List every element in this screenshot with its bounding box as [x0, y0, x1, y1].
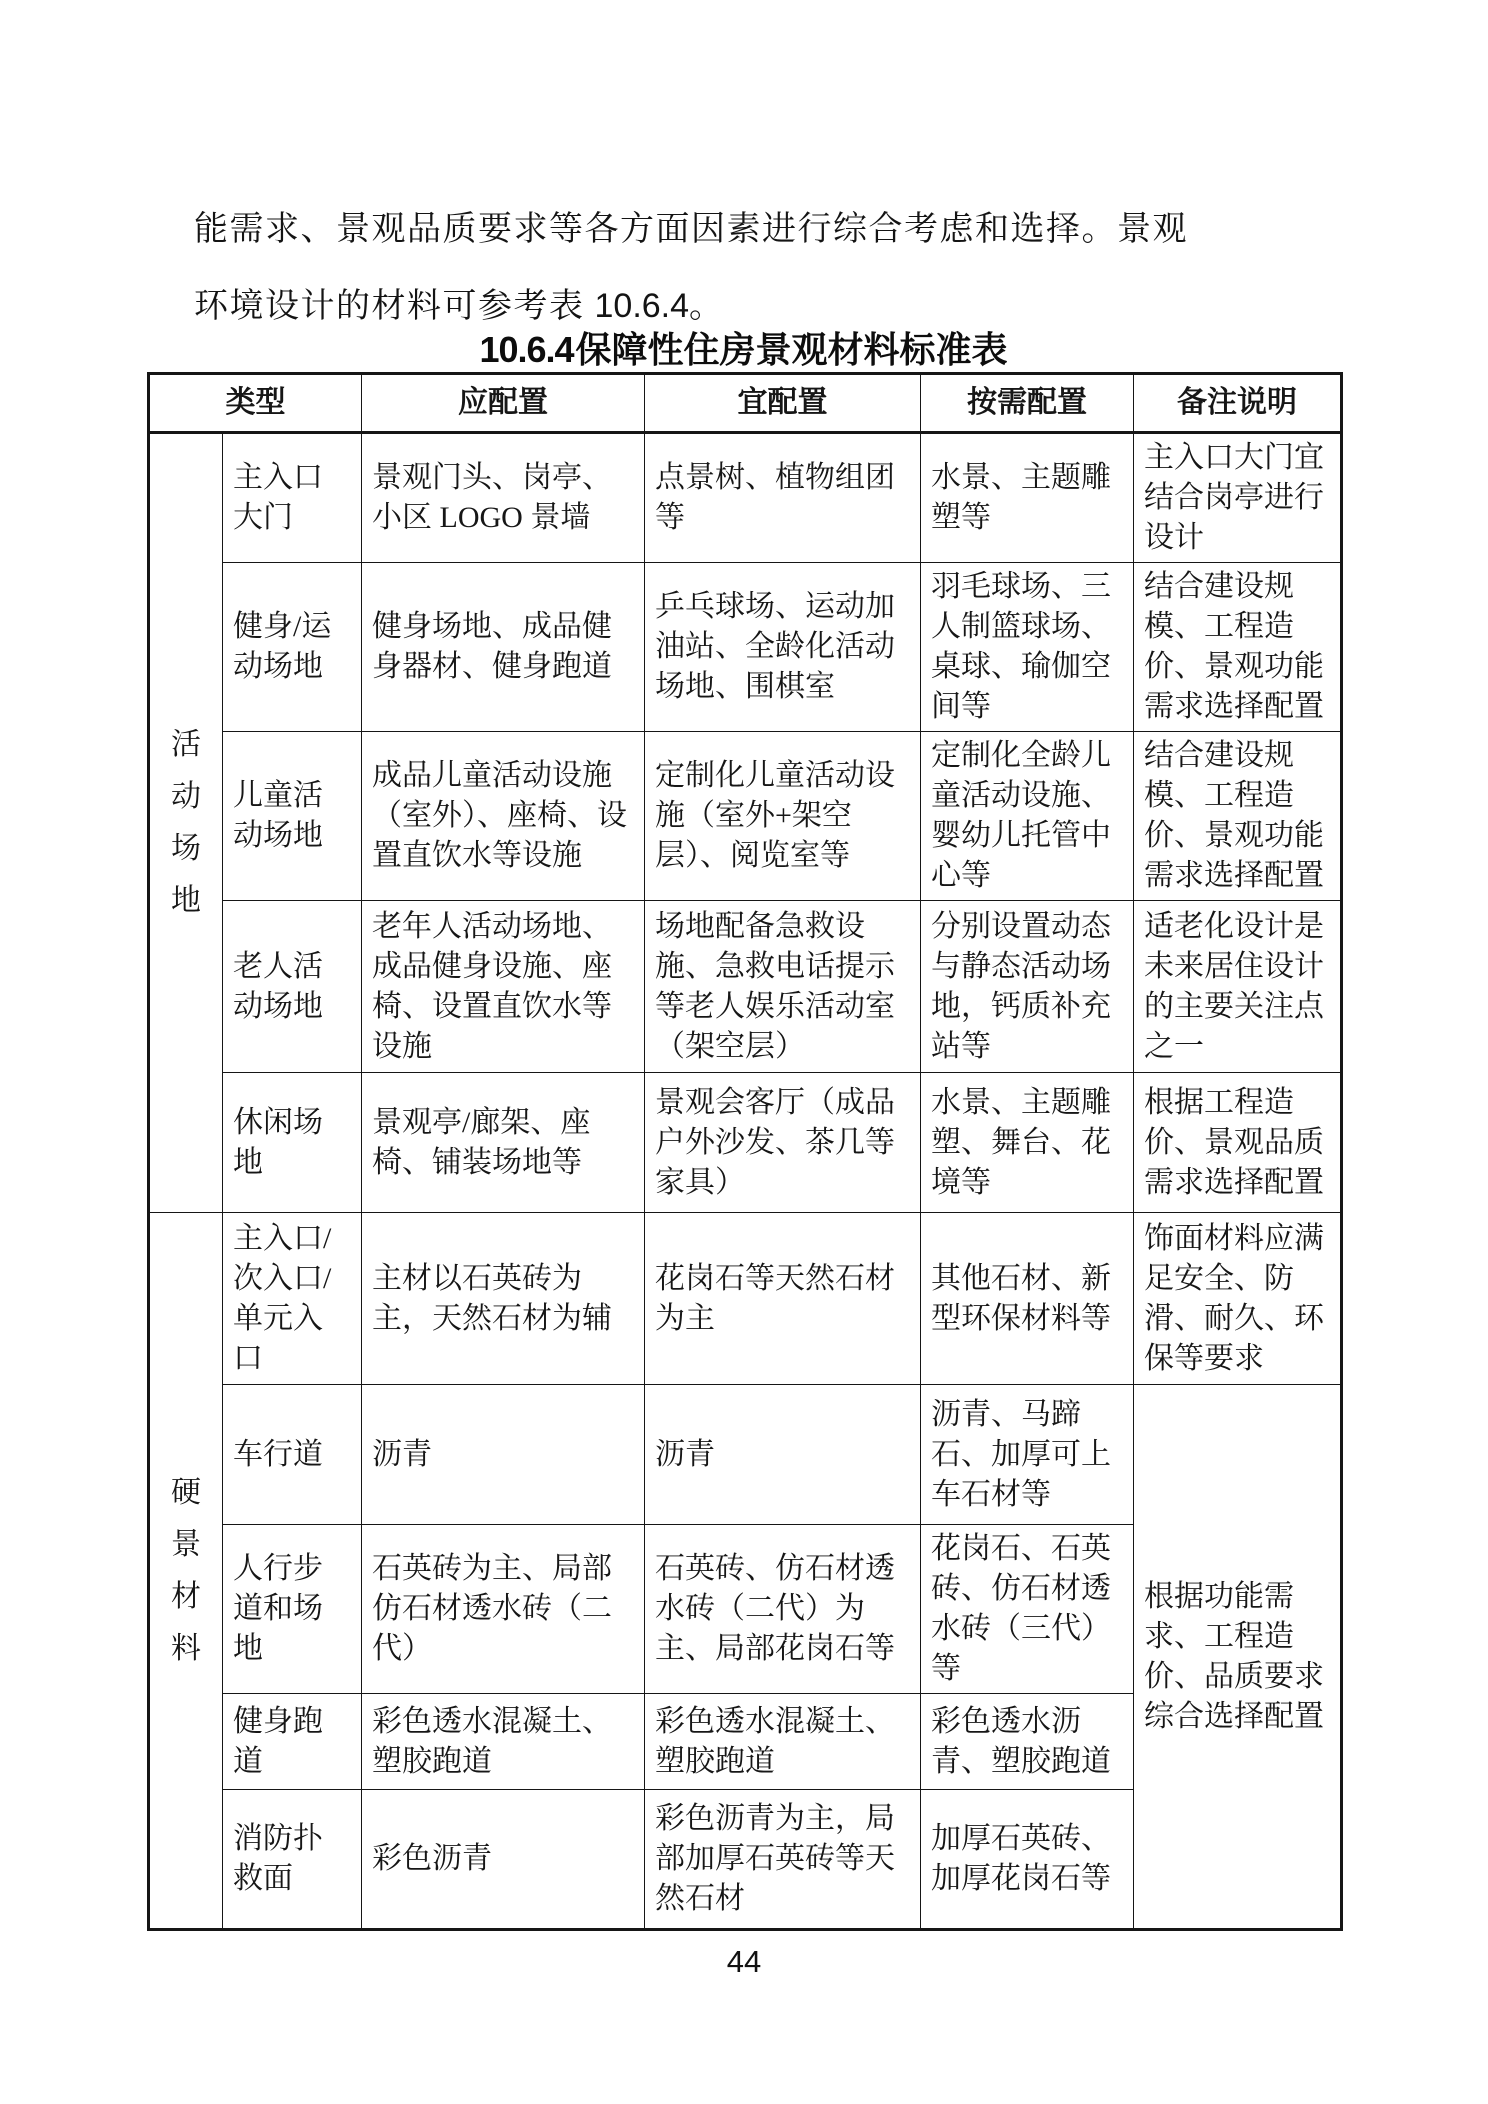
cell-type: 主入口大门 [223, 433, 362, 563]
cell-on-demand-config: 水景、主题雕塑等 [921, 433, 1134, 563]
cell-note: 饰面材料应满足安全、防滑、耐久、环保等要求 [1134, 1213, 1342, 1385]
cell-type: 人行步道和场地 [223, 1525, 362, 1694]
cell-type: 老人活动场地 [223, 901, 362, 1073]
cell-should-config: 定制化儿童活动设施（室外+架空层）、阅览室等 [645, 732, 921, 901]
cell-must-config: 沥青 [362, 1385, 645, 1525]
materials-standard-table [147, 372, 1343, 1931]
cell-on-demand-config: 花岗石、石英砖、仿石材透水砖（三代）等 [921, 1525, 1134, 1694]
page-number: 44 [726, 1944, 762, 1979]
header-notes: 备注说明 [1134, 374, 1342, 433]
table-row [149, 732, 1342, 901]
cell-type: 休闲场地 [223, 1073, 362, 1213]
table-row [149, 1213, 1342, 1385]
table-row [149, 901, 1342, 1073]
cell-on-demand-config: 羽毛球场、三人制篮球场、桌球、瑜伽空间等 [921, 563, 1134, 732]
cell-should-config: 彩色透水混凝土、塑胶跑道 [645, 1694, 921, 1790]
cell-should-config: 场地配备急救设施、急救电话提示等老人娱乐活动室（架空层） [645, 901, 921, 1073]
cell-on-demand-config: 加厚石英砖、加厚花岗石等 [921, 1790, 1134, 1930]
cell-on-demand-config: 沥青、马蹄石、加厚可上车石材等 [921, 1385, 1134, 1525]
cell-on-demand-config: 水景、主题雕塑、舞台、花境等 [921, 1073, 1134, 1213]
cell-on-demand-config: 其他石材、新型环保材料等 [921, 1213, 1134, 1385]
cell-note: 主入口大门宜结合岗亭进行设计 [1134, 433, 1342, 563]
cell-must-config: 彩色沥青 [362, 1790, 645, 1930]
cell-type: 车行道 [223, 1385, 362, 1525]
cell-type: 健身/运动场地 [223, 563, 362, 732]
table-title [147, 322, 1340, 373]
cell-on-demand-config: 分别设置动态与静态活动场地，钙质补充站等 [921, 901, 1134, 1073]
cell-should-config: 花岗石等天然石材为主 [645, 1213, 921, 1385]
paragraph-line-1: 能需求、景观品质要求等各方面因素进行综合考虑和选择。景观 [194, 211, 1188, 248]
header-on-demand-config: 按需配置 [921, 374, 1134, 433]
cell-must-config: 石英砖为主、局部仿石材透水砖（二代） [362, 1525, 645, 1694]
table-row [149, 433, 1342, 563]
cell-type: 儿童活动场地 [223, 732, 362, 901]
table-row [149, 563, 1342, 732]
cell-merged-note: 根据功能需求、工程造价、品质要求综合选择配置 [1134, 1385, 1342, 1930]
cell-note: 根据工程造价、景观品质需求选择配置 [1134, 1073, 1342, 1213]
cell-note: 结合建设规模、工程造价、景观功能需求选择配置 [1134, 563, 1342, 732]
group-hardscape-materials: 硬景材料 [149, 1213, 223, 1930]
cell-should-config: 点景树、植物组团等 [645, 433, 921, 563]
table-title-text: 保障性住房景观材料标准表 [575, 329, 1008, 370]
cell-note: 结合建设规模、工程造价、景观功能需求选择配置 [1134, 732, 1342, 901]
cell-must-config: 景观亭/廊架、座椅、铺装场地等 [362, 1073, 645, 1213]
cell-must-config: 景观门头、岗亭、小区 LOGO 景墙 [362, 433, 645, 563]
cell-should-config: 景观会客厅（成品户外沙发、茶几等家具） [645, 1073, 921, 1213]
cell-on-demand-config: 定制化全龄儿童活动设施、婴幼儿托管中心等 [921, 732, 1134, 901]
paragraph-line-2: 环境设计的材料可参考表 10.6.4。 [194, 287, 725, 325]
header-must-config: 应配置 [362, 374, 645, 433]
cell-type: 主入口/次入口/单元入口 [223, 1213, 362, 1385]
cell-type: 消防扑救面 [223, 1790, 362, 1930]
cell-must-config: 彩色透水混凝土、塑胶跑道 [362, 1694, 645, 1790]
cell-should-config: 石英砖、仿石材透水砖（二代）为主、局部花岗石等 [645, 1525, 921, 1694]
cell-must-config: 主材以石英砖为主，天然石材为辅 [362, 1213, 645, 1385]
table-header-row [149, 374, 1342, 433]
table-row [149, 1073, 1342, 1213]
cell-must-config: 健身场地、成品健身器材、健身跑道 [362, 563, 645, 732]
cell-must-config: 成品儿童活动设施（室外）、座椅、设置直饮水等设施 [362, 732, 645, 901]
table-reference-number: 10.6.4 [594, 287, 690, 325]
table-title-number: 10.6.4 [479, 329, 574, 370]
cell-should-config: 乒乓球场、运动加油站、全龄化活动场地、围棋室 [645, 563, 921, 732]
cell-should-config: 彩色沥青为主，局部加厚石英砖等天然石材 [645, 1790, 921, 1930]
cell-note: 适老化设计是未来居住设计的主要关注点之一 [1134, 901, 1342, 1073]
cell-should-config: 沥青 [645, 1385, 921, 1525]
table-row [149, 1385, 1342, 1525]
header-type: 类型 [149, 374, 362, 433]
cell-on-demand-config: 彩色透水沥青、塑胶跑道 [921, 1694, 1134, 1790]
group-activity-sites: 活动场地 [149, 433, 223, 1213]
cell-type: 健身跑道 [223, 1694, 362, 1790]
header-should-config: 宜配置 [645, 374, 921, 433]
cell-must-config: 老年人活动场地、成品健身设施、座椅、设置直饮水等设施 [362, 901, 645, 1073]
